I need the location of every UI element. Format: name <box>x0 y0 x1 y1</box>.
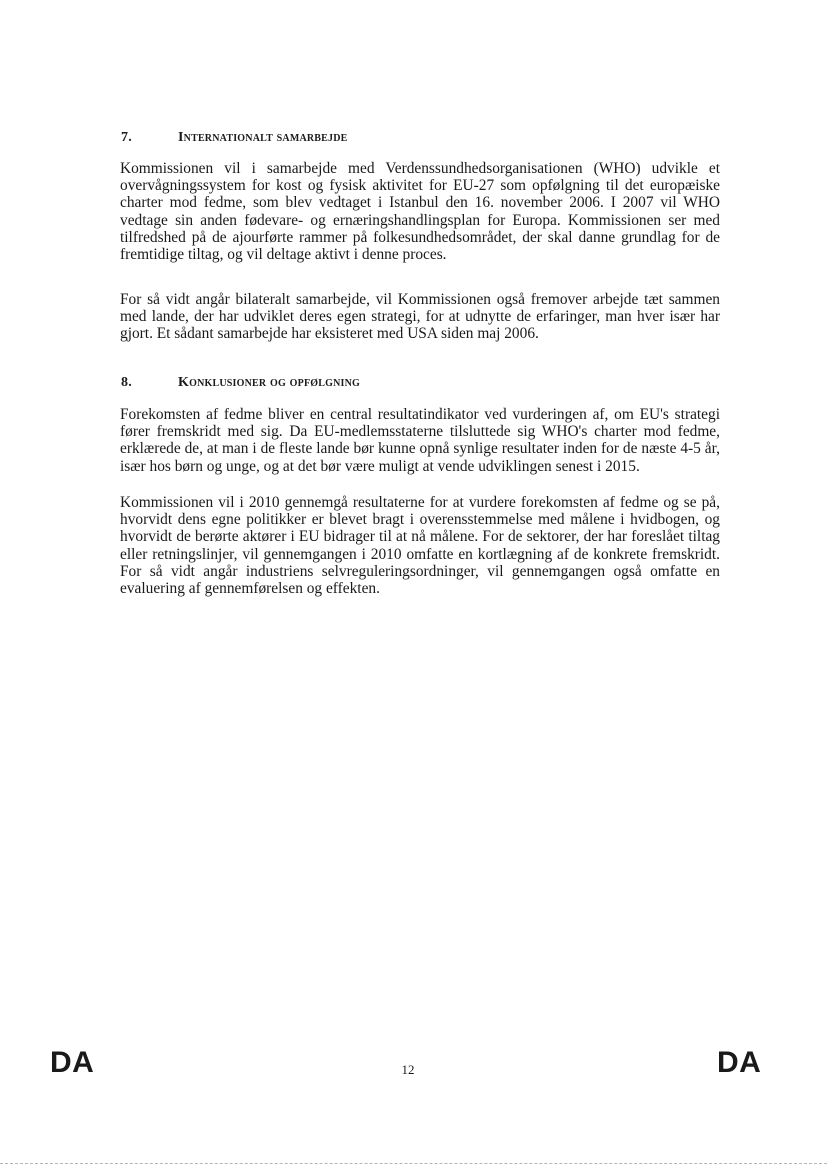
page-number: 12 <box>401 1062 415 1077</box>
section-title: Konklusioner og opfølgning <box>178 375 360 390</box>
section-title: Internationalt samarbejde <box>178 130 348 145</box>
section-number: 7. <box>121 130 132 145</box>
language-code-right: DA <box>717 1046 762 1079</box>
language-code-left: DA <box>50 1046 95 1079</box>
paragraph: Kommissionen vil i 2010 gennemgå resultaterne for at vurdere forekomsten af fedme og se på, hvorvidt dens egne politikker er blevet bragt i overensstemmelse med målene i hvidbogen, og hvorvidt de berørte aktører i EU bidrager til at nå målene. For de sektorer, der har foreslået tiltag eller retningslinjer, vil gennemgangen i 2010 omfatte en kortlægning af de konkrete fremskridt. For så vidt angår industriens selvreguleringsordninger, vil gennemgangen også omfatte en evaluering af gennemførelsen og effekten. <box>120 494 720 598</box>
section-number: 8. <box>121 375 132 390</box>
paragraph: For så vidt angår bilateralt samarbejde, vil Kommissionen også fremover arbejde tæt sammen med lande, der har udviklet deres egen strategi, for at udnytte de erfaringer, man hver især har gjort. Et sådant samarbejde har eksisteret med USA siden maj 2006. <box>120 291 720 343</box>
section-7-heading <box>121 130 348 146</box>
paragraph: Kommissionen vil i samarbejde med Verdenssundhedsorganisationen (WHO) udvikle et overvågningssystem for kost og fysisk aktivitet for EU-27 som opfølgning til det europæiske charter mod fedme, som blev vedtaget i Istanbul den 16. november 2006. I 2007 vil WHO vedtage sin anden fødevare- og ernæringshandlingsplan for Europa. Kommissionen ser med tilfredshed på de ajourførte rammer på folkesundhedsområdet, der skal danne grundlag for de fremtidige tiltag, og vil deltage aktivt i denne proces. <box>120 160 720 264</box>
section-8-heading <box>121 375 360 391</box>
paragraph: Forekomsten af fedme bliver en central resultatindikator ved vurderingen af, om EU's strategi fører fremskridt med sig. Da EU-medlemsstaterne tilsluttede sig WHO's charter mod fedme, erklærede de, at man i de fleste lande bør kunne opnå synlige resultater inden for de næste 4-5 år, især hos børn og unge, og at det bør være muligt at vende udviklingen senest i 2015. <box>120 406 720 475</box>
scan-edge-divider <box>0 1163 827 1164</box>
